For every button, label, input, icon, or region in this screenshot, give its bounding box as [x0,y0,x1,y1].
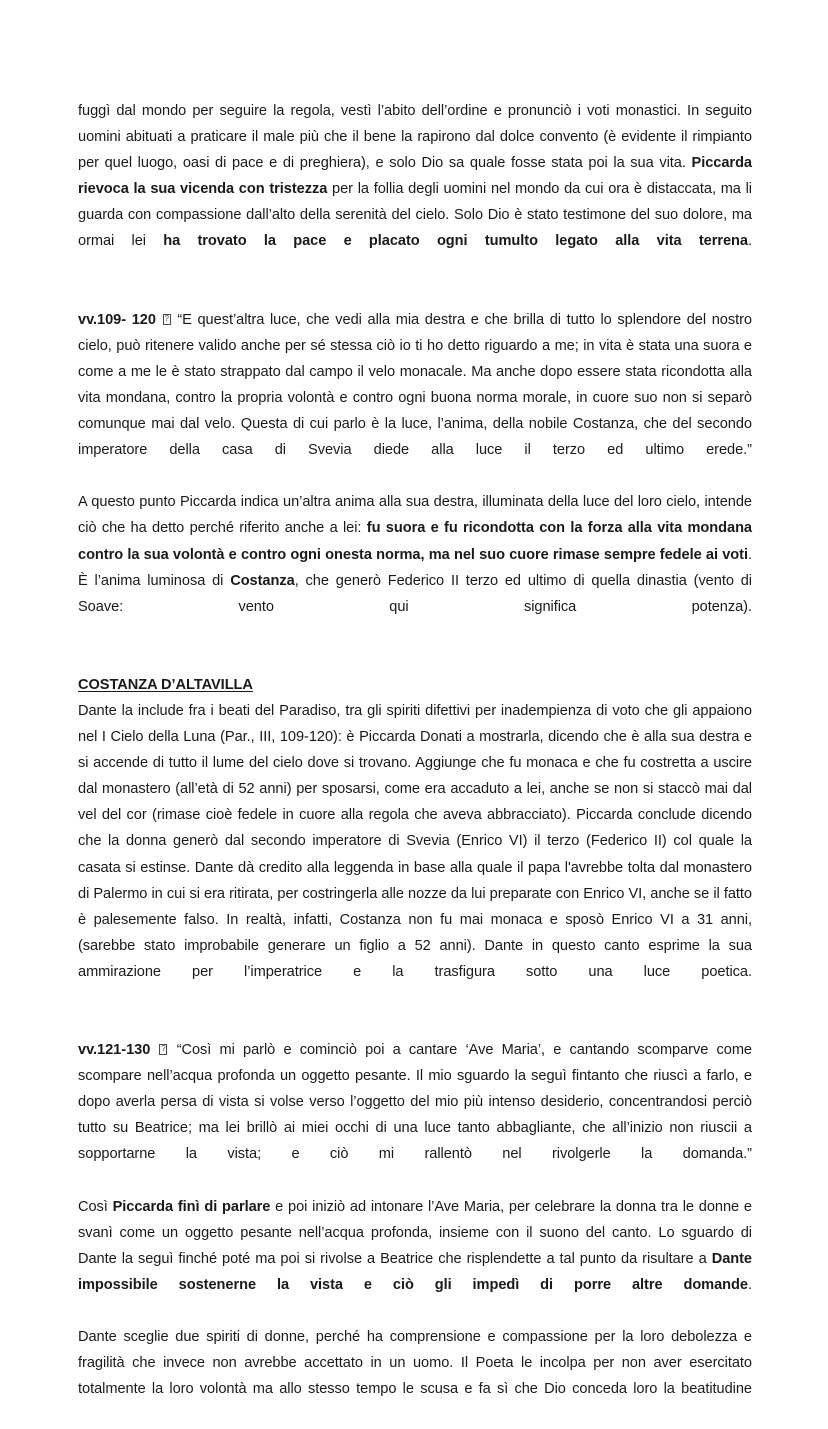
paragraph [78,1194,752,1324]
text-run: . È l’anima luminosa di [78,546,752,589]
bold-emphasis: Costanza [230,572,295,589]
bold-emphasis: vv.109- 120 [78,311,156,328]
missing-glyph-icon [159,1044,167,1055]
paragraph [78,307,752,490]
text-run: . [747,1276,752,1293]
text-run: per la follia degli uomini nel mondo da cui ora è distaccata, ma li guarda con compassione dall’alto della serenità del cielo. Solo Dio è stato testimone del suo dolore, ma ormai lei [78,181,752,250]
bold-emphasis: Piccarda finì di parlare [112,1198,271,1215]
section-heading: COSTANZA D’ALTAVILLA [78,676,253,693]
paragraph [78,1324,752,1428]
text-run: A questo punto Piccarda indica un’altra anima alla sua destra, illuminata della luce del loro cielo, intende ciò che ha detto perché riferito anche a lei: [78,494,752,537]
paragraph-spacer [78,1011,752,1037]
paragraph [78,1037,752,1194]
paragraph-spacer [78,281,752,307]
text-run [150,1042,158,1058]
paragraph [78,98,752,281]
text-run: Così [78,1198,113,1215]
paragraph [78,489,752,646]
missing-glyph-icon [163,314,171,325]
text-run: e poi iniziò ad intonare l’Ave Maria, per celebrare la donna tra le donne e svanì come un oggetto pesante nell’acqua profonda, insieme con il suono del canto. Lo sguardo di Dante la seguì finché poté ma poi si rivolse a Beatrice che risplendette a tal punto da risultare a [78,1198,752,1267]
text-run: “E quest’altra luce, che vedi alla mia destra e che brilla di tutto lo splendore del nostro cielo, può ritenere valido anche per sé stessa ciò io ti ho detto riguardo a me; in vita è stata una suora e come a me le è stato strappato dal campo il velo monacale. Ma anche dopo essere stata ricondotta alla vita mondana, contro la propria volontà e contro ogni buona norma morale, in cuore suo non si separò comunque mai dal velo. Questa di cui parlo è la luce, l’anima, della nobile Costanza, che del secondo imperatore della casa di Svevia diede alla luce il terzo ed ultimo erede.” [78,311,753,459]
paragraph [78,698,752,1011]
text-run: “Così mi parlò e cominciò poi a cantare ‘Ave Maria’, e cantando scomparve come scompare nell’acqua profonda un oggetto pesante. Il mio sguardo la seguì fintanto che riuscì a farlo, e dopo averla persa di vista si volse verso l’oggetto del mio più intenso desiderio, concentrandosi perciò tutto su Beatrice; ma lei brillò ai miei occhi di una luce tanto abbagliante, che all’inizio non riuscii a sopportarne la vista; e ciò mi rallentò nel rivolgerle la domanda.” [78,1042,752,1163]
document-text-body [78,98,752,1429]
bold-emphasis: vv.121-130 [78,1042,151,1059]
text-run: Dante sceglie due spiriti di donne, perché ha comprensione e compassione per la loro debolezza e fragilità che invece non avrebbe accettato in un uomo. Il Poeta le incolpa per non aver esercitato totalmente la loro volontà ma allo stesso tempo le scusa e fa sì che Dio conceda loro la beatitudine [78,1329,752,1398]
text-run: , che generò Federico II terzo ed ultimo di quella dinastia (vento di Soave: vento qui significa potenza). [78,572,752,615]
text-run: fuggì dal mondo per seguire la regola, vestì l’abito dell’ordine e pronunciò i voti monastici. In seguito uomini abituati a praticare il male più che il bene la rapirono dal dolce convento (è evidente il rimpianto per quel luogo, oasi di pace e di preghiera), e solo Dio sa quale fosse stata poi la sua vita. [78,103,752,172]
bold-emphasis: Piccarda rievoca la sua vicenda con tristezza [78,155,752,198]
text-run [156,312,162,328]
text-run: Dante la include fra i beati del Paradiso, tra gli spiriti difettivi per inadempienza di voto che gli appaiono nel I Cielo della Luna (Par., III, 109-120): è Piccarda Donati a mostrarla, dicendo che è alla sua destra e si accende di tutto il lume del cielo dove si trovano. Aggiunge che fu monaca e che fu costretta a uscire dal monastero (all’età di 52 anni) per sposarsi, come era accaduto a lei, anche se non si staccò mai dal vel del cor (rimase cioè fedele in cuore alla regola che aveva abbracciato). Piccarda conclude dicendo che la donna generò dal secondo imperatore di Svevia (Enrico VI) il terzo (Federico II) col quale la casata si estinse. Dante dà credito alla leggenda in base alla quale il papa l'avrebbe tolta dal monastero di Palermo in cui si era ritirata, per costringerla alle nozze da lui preparate con Enrico VI, anche se il fatto è palesemente falso. In realtà, infatti, Costanza non fu mai monaca e sposò Enrico VI a 31 anni, (sarebbe stato improbabile generare un figlio a 52 anni). Dante in questo canto esprime la sua ammirazione per l’imperatrice e la trasfigura sotto una luce poetica. [78,702,752,980]
bold-emphasis: ha trovato la pace e placato ogni tumulto legato alla vita terrena [163,233,748,250]
paragraph-spacer [78,646,752,672]
text-run: . [747,233,752,250]
bold-emphasis: Dante impossibile sostenerne la vista e ciò gli impedì di porre altre domande [78,1250,752,1293]
bold-emphasis: fu suora e fu ricondotta con la forza alla vita mondana contro la sua volontà e contro ogni onesta norma, ma nel suo cuore rimase sempre fedele ai voti [78,520,753,563]
